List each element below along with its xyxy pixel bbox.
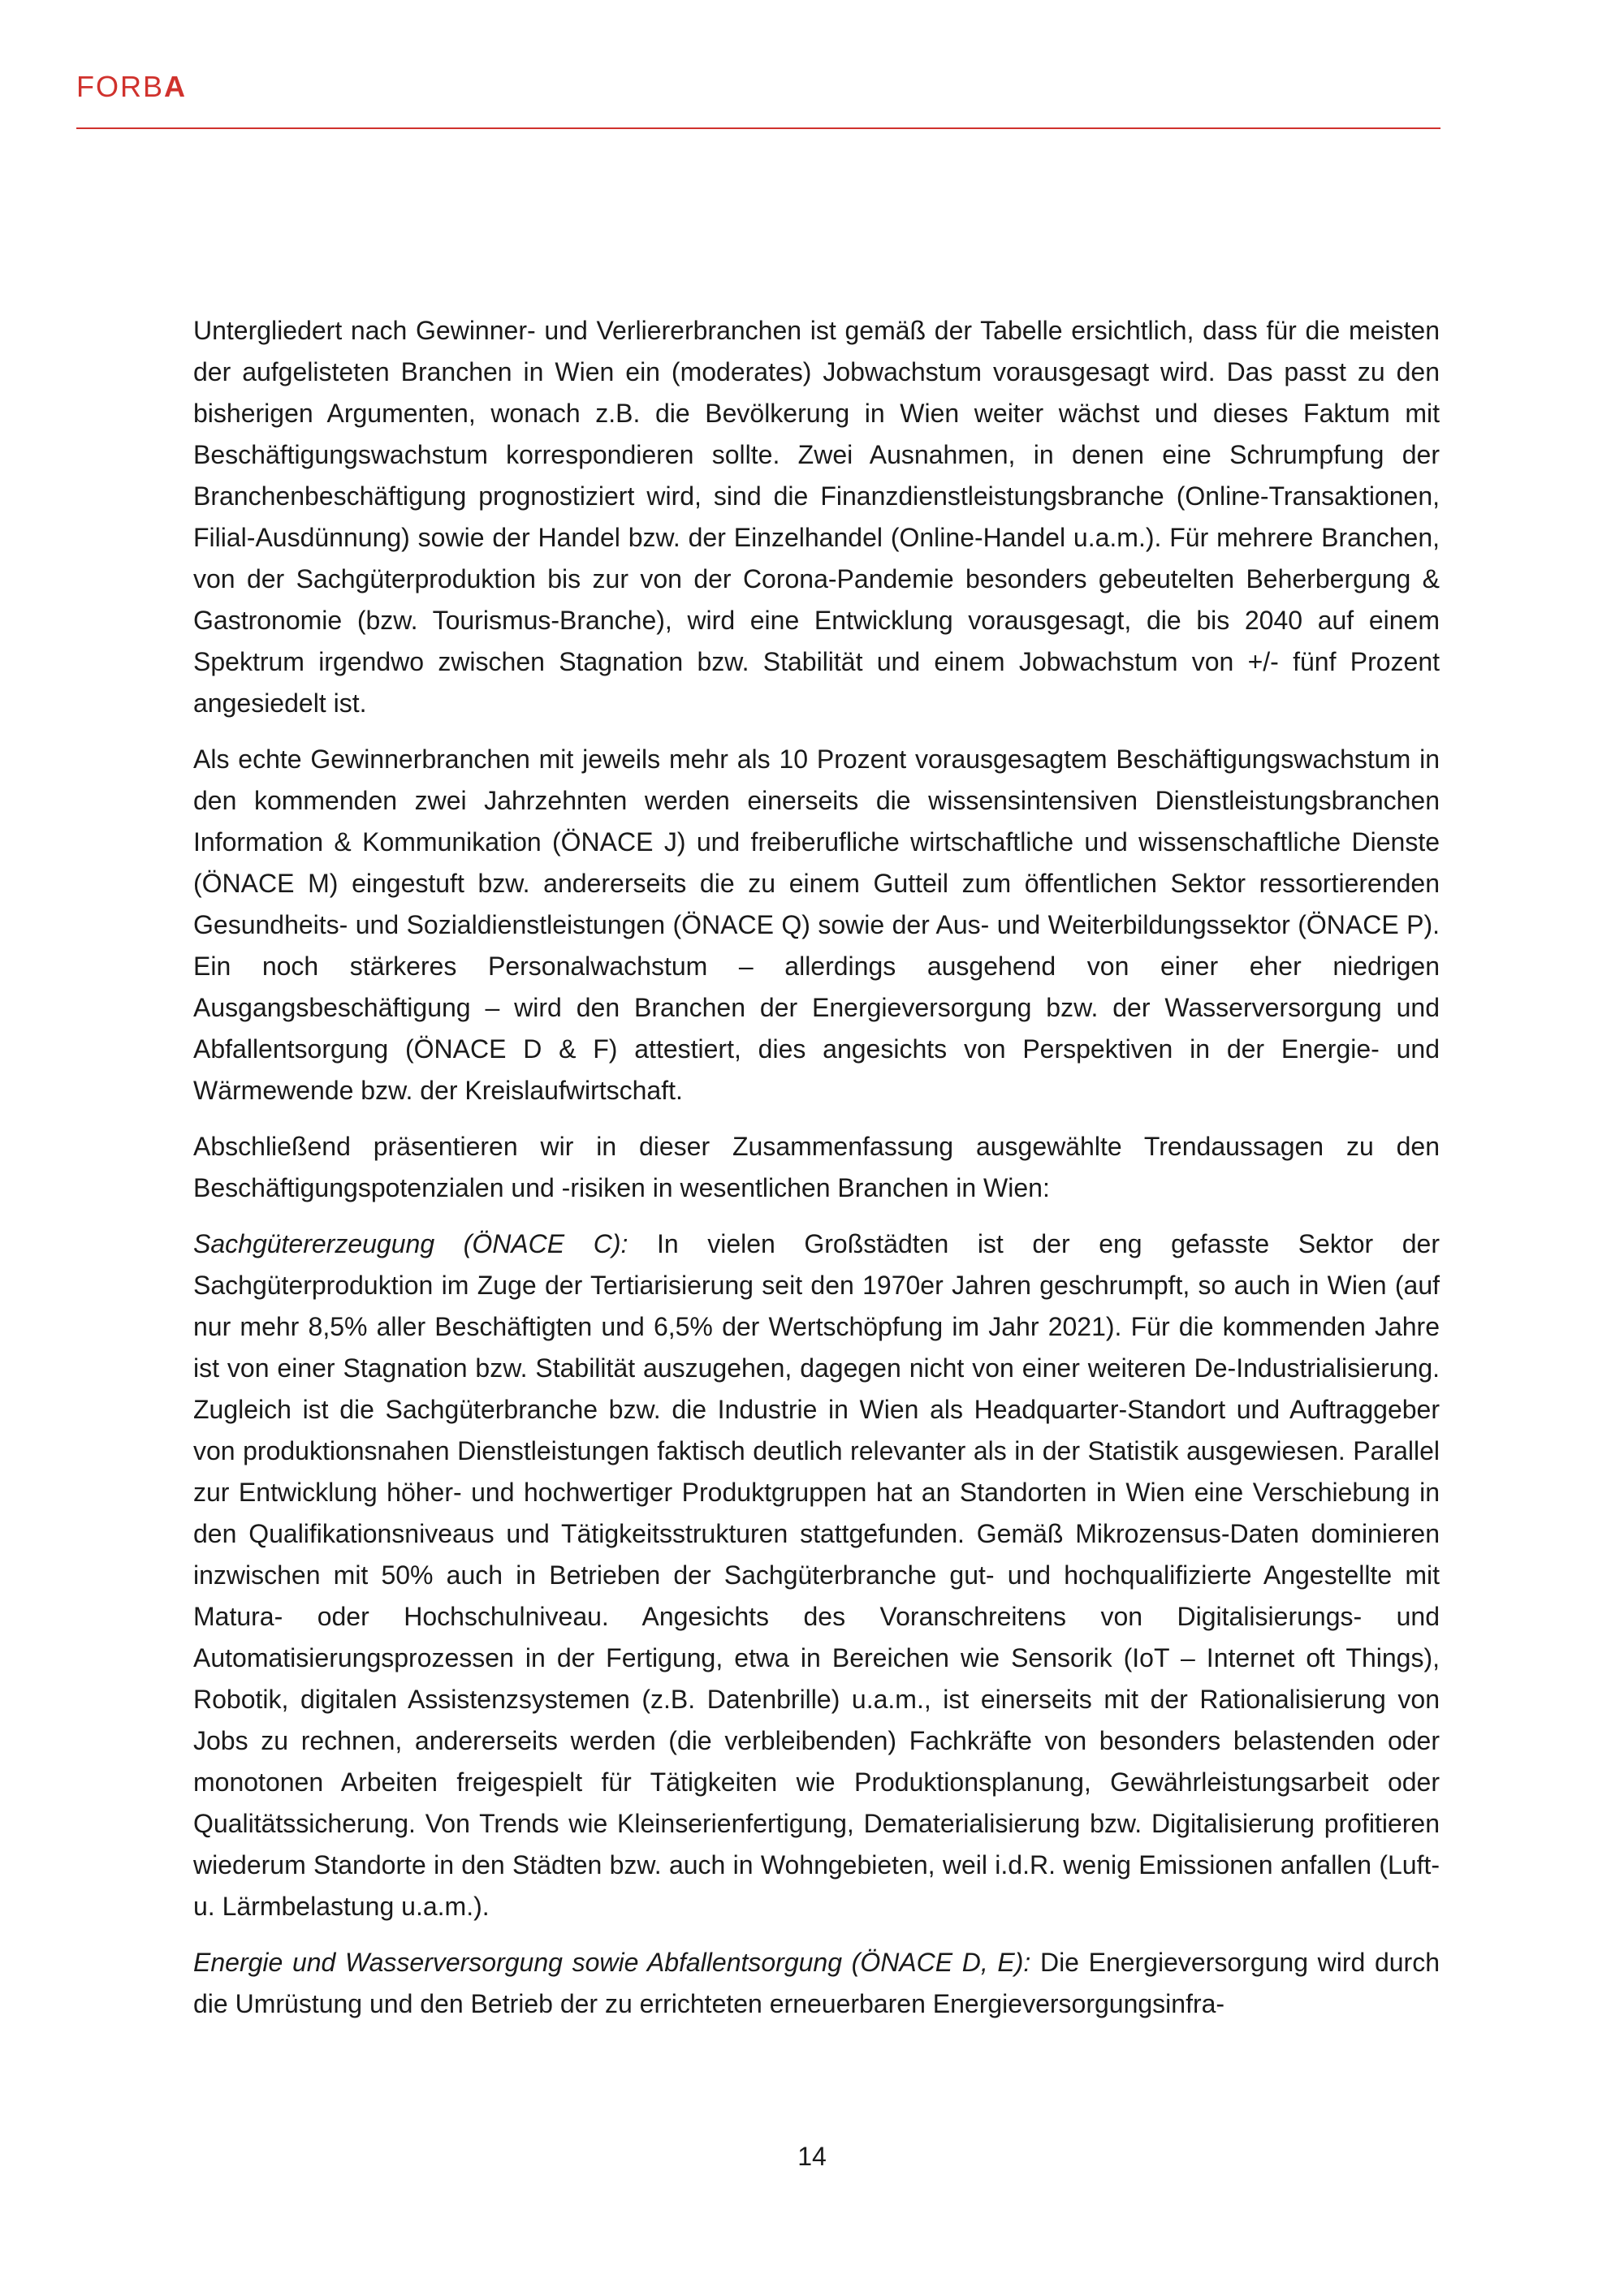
paragraph-energie <box>193 1942 1440 2025</box>
paragraph-text: Als echte Gewinnerbranchen mit jeweils mehr als 10 Prozent vorausgesagtem Beschäftigungswachstum in den kommenden zwei Jahrzehnten werden einerseits die wissensintensiven Dienstleistungsbranchen Information & Kommunikation (ÖNACE J) und freiberufliche wirtschaftliche und wissenschaftliche Dienste (ÖNACE M) eingestuft bzw. andererseits die zu einem Gutteil zum öffentlichen Sektor ressortierenden Gesundheits- und Sozialdienstleistungen (ÖNACE Q) sowie der Aus- und Weiterbildungssektor (ÖNACE P). Ein noch stärkeres Personalwachstum – allerdings ausgehend von einer eher niedrigen Ausgangsbeschäftigung – wird den Branchen der Energieversorgung bzw. der Wasserversorgung und Abfallentsorgung (ÖNACE D & F) attestiert, dies angesichts von Perspektiven in der Energie- und Wärmewende bzw. der Kreislaufwirtschaft. <box>193 744 1440 1105</box>
body-text <box>193 310 1440 2039</box>
logo-text-bold: A <box>164 70 188 103</box>
forba-logo <box>76 70 187 104</box>
page-number: 14 <box>797 2142 827 2171</box>
paragraph-3 <box>193 1126 1440 1209</box>
paragraph-lead-italic: Energie und Wasserversorgung sowie Abfallentsorgung (ÖNACE D, E): <box>193 1948 1031 1977</box>
paragraph-2 <box>193 739 1440 1111</box>
paragraph-text: In vielen Großstädten ist der eng gefasste Sektor der Sachgüterproduktion im Zuge der Tertiarisierung seit den 1970er Jahren geschrumpft, so auch in Wien (auf nur mehr 8,5% aller Beschäftigten und 6,5% der Wertschöpfung im Jahr 2021). Für die kommenden Jahre ist von einer Stagnation bzw. Stabilität auszugehen, dagegen nicht von einer weiteren De-Industrialisierung. Zugleich ist die Sachgüterbranche bzw. die Industrie in Wien als Headquarter-Standort und Auftraggeber von produktionsnahen Dienstleistungen faktisch deutlich relevanter als in der Statistik ausgewiesen. Parallel zur Entwicklung höher- und hochwertiger Produktgruppen hat an Standorten in Wien eine Verschiebung in den Qualifikationsniveaus und Tätigkeitsstrukturen stattgefunden. Gemäß Mikrozensus-Daten dominieren inzwischen mit 50% auch in Betrieben der Sachgüterbranche gut- und hochqualifizierte Angestellte mit Matura- oder Hochschulniveau. Angesichts des Voranschreitens von Digitalisierungs- und Automatisierungsprozessen in der Fertigung, etwa in Bereichen wie Sensorik (IoT – Internet oft Things), Robotik, digitalen Assistenzsystemen (z.B. Datenbrille) u.a.m., ist einerseits mit der Rationalisierung von Jobs zu rechnen, andererseits werden (die verbleibenden) Fachkräfte von besonders belastenden oder monotonen Arbeiten freigespielt für Tätigkeiten wie Produktionsplanung, Gewährleistungsarbeit oder Qualitätssicherung. Von Trends wie Kleinserienfertigung, Dematerialisierung bzw. Digitalisierung profitieren wiederum Standorte in den Städten bzw. auch in Wohngebieten, weil i.d.R. wenig Emissionen anfallen (Luft- u. Lärmbelastung u.a.m.). <box>193 1229 1440 1921</box>
logo-text-regular: FORB <box>76 70 165 103</box>
paragraph-1 <box>193 310 1440 724</box>
paragraph-text: Die Energieversorgung wird durch die Umrüstung und den Betrieb der zu errichteten erneuerbaren Energieversorgungsinfra- <box>193 1948 1440 2018</box>
paragraph-text: Abschließend präsentieren wir in dieser Zusammenfassung ausgewählte Trendaussagen zu den Beschäftigungspotenzialen und -risiken in wesentlichen Branchen in Wien: <box>193 1132 1440 1202</box>
header-divider <box>76 127 1440 129</box>
paragraph-text: Untergliedert nach Gewinner- und Verliererbranchen ist gemäß der Tabelle ersichtlich, dass für die meisten der aufgelisteten Branchen in Wien ein (moderates) Jobwachstum vorausgesagt wird. Das passt zu den bisherigen Argumenten, wonach z.B. die Bevölkerung in Wien weiter wächst und dieses Faktum mit Beschäftigungswachstum korrespondieren sollte. Zwei Ausnahmen, in denen eine Schrumpfung der Branchenbeschäftigung prognostiziert wird, sind die Finanzdienstleistungsbranche (Online-Transaktionen, Filial-Ausdünnung) sowie der Handel bzw. der Einzelhandel (Online-Handel u.a.m.). Für mehrere Branchen, von der Sachgüterproduktion bis zur von der Corona-Pandemie besonders gebeutelten Beherbergung & Gastronomie (bzw. Tourismus-Branche), wird eine Entwicklung vorausgesagt, die bis 2040 auf einem Spektrum irgendwo zwischen Stagnation bzw. Stabilität und einem Jobwachstum von +/- fünf Prozent angesiedelt ist. <box>193 316 1440 718</box>
paragraph-lead-italic: Sachgütererzeugung (ÖNACE C): <box>193 1229 628 1258</box>
paragraph-sachgueter <box>193 1224 1440 1927</box>
